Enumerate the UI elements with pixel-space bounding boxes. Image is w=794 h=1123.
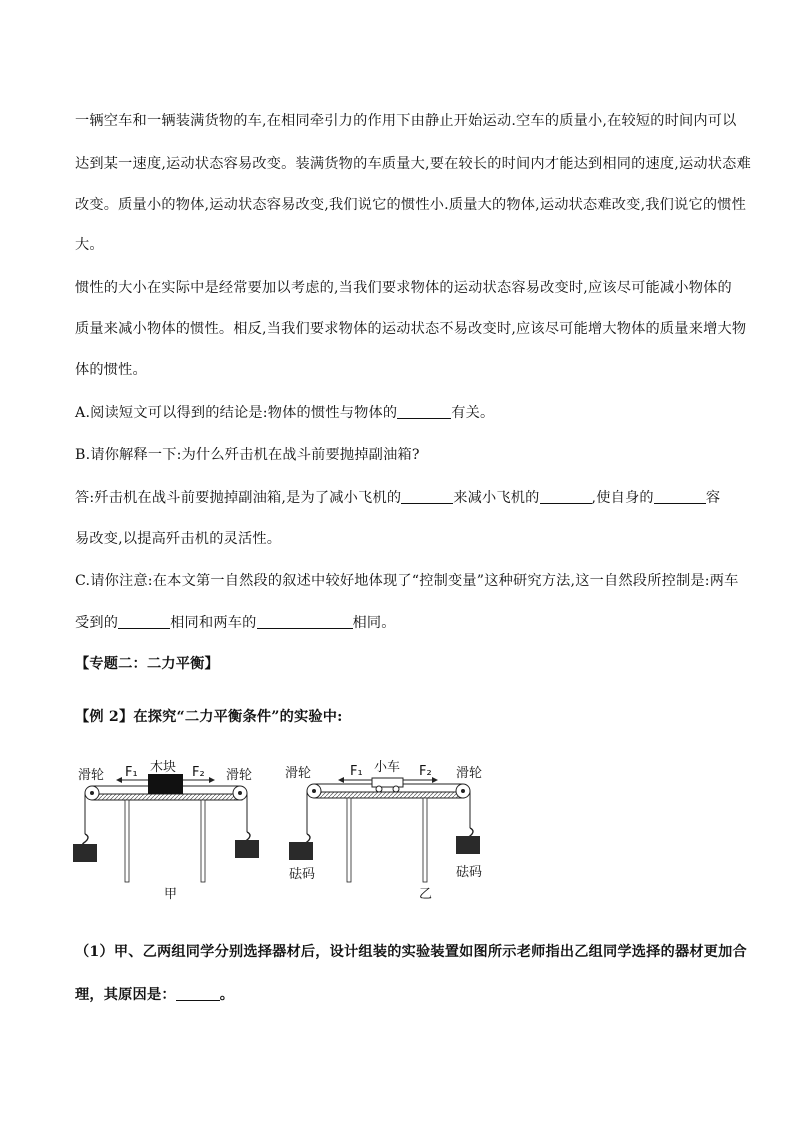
table-leg	[201, 800, 205, 882]
table-leg	[125, 800, 129, 882]
pulley-label: 滑轮	[285, 766, 312, 781]
weight-icon	[73, 844, 97, 862]
weight-label: 砝码	[456, 865, 483, 880]
answer-blank[interactable]	[257, 614, 353, 629]
cart-label: 小车	[374, 760, 401, 775]
question-1-line1: （1）甲、乙两组同学分别选择器材后，设计组装的实验装置如图所示老师指出乙组同学选择的器材更加合	[75, 944, 747, 960]
cart	[372, 778, 403, 787]
answer-blank[interactable]	[654, 489, 706, 504]
table-leg	[423, 798, 427, 882]
paragraph2-line3: 体的惯性。	[75, 362, 147, 378]
wheel-icon	[376, 786, 382, 792]
figure-caption-yi: 乙	[419, 887, 433, 902]
weight-label: 砝码	[289, 867, 316, 882]
wheel-icon	[393, 786, 399, 792]
table-leg	[347, 798, 351, 882]
question-a-text: A.阅读短文可以得到的结论是:物体的惯性与物体的	[75, 405, 398, 421]
example-heading: 【例 2】在探究“二力平衡条件”的实验中:	[75, 709, 343, 725]
question-c-line1: C.请你注意:在本文第一自然段的叙述中较好地体现了“控制变量”这种研究方法,这一自然段所控制是:两车	[75, 573, 739, 589]
question-b: B.请你解释一下:为什么歼击机在战斗前要抛掉副油箱?	[75, 447, 420, 463]
answer-b-text: 容	[705, 490, 721, 506]
answer-blank[interactable]	[176, 986, 220, 1001]
pulley-label: 滑轮	[78, 768, 105, 783]
answer-blank[interactable]	[397, 404, 451, 419]
table-top	[314, 792, 464, 798]
paragraph2-line2: 质量来减小物体的惯性。相反,当我们要求物体的运动状态不易改变时,应该尽可能增大物体的质量来增大物	[75, 321, 747, 337]
answer-b-line2: 易改变,以提高歼击机的灵活性。	[75, 531, 282, 547]
wood-block	[148, 774, 183, 794]
block-label: 木块	[150, 760, 177, 775]
answer-b-text: 来减小飞机的	[453, 490, 540, 506]
paragraph1-line1: 一辆空车和一辆装满货物的车,在相同牵引力的作用下由静止开始运动.空车的质量小,在较短的时间内可以	[75, 113, 737, 129]
question-a-suffix: 有关。	[451, 405, 495, 421]
weight-icon	[235, 840, 259, 858]
question-1-text: 。	[219, 987, 235, 1003]
answer-b-text: ,使自身的	[591, 490, 654, 506]
answer-b-line1	[75, 487, 720, 507]
paragraph1-line2: 达到某一速度,运动状态容易改变。装满货物的车质量大,要在较长的时间内才能达到相同的速度,运动状态难	[75, 156, 751, 172]
force-f1-label: F₁	[350, 764, 363, 779]
question-a	[75, 402, 494, 422]
pulley-label: 滑轮	[456, 766, 483, 781]
paragraph1-line3: 改变。质量小的物体,运动状态容易改变,我们说它的惯性小.质量大的物体,运动状态难改变,我们说它的惯性	[75, 197, 746, 213]
question-c-text: 受到的	[75, 615, 119, 631]
table-top	[92, 794, 242, 800]
answer-blank[interactable]	[540, 489, 592, 504]
question-c-line2	[75, 612, 396, 632]
answer-blank[interactable]	[118, 614, 170, 629]
answer-b-text: 答:歼击机在战斗前要抛掉副油箱,是为了减小飞机的	[75, 490, 402, 506]
setup-jia	[73, 759, 259, 902]
paragraph2-line1: 惯性的大小在实际中是经常要加以考虑的,当我们要求物体的运动状态容易改变时,应该尽可能减小物体的	[75, 280, 732, 296]
force-f2-label: F₂	[192, 765, 205, 780]
force-f1-label: F₁	[125, 765, 138, 780]
question-c-text: 相同和两车的	[170, 615, 257, 631]
answer-blank[interactable]	[401, 489, 453, 504]
question-1-line2	[75, 984, 234, 1004]
paragraph1-line4: 大。	[75, 237, 104, 253]
weight-icon	[289, 842, 313, 860]
question-c-text: 相同。	[352, 615, 396, 631]
setup-yi	[285, 760, 482, 902]
weight-icon	[456, 836, 480, 854]
figure-caption-jia: 甲	[164, 887, 178, 902]
experiment-figure	[70, 752, 490, 904]
question-1-text: 理，其原因是：	[75, 987, 176, 1003]
topic-heading: 【专题二：二力平衡】	[75, 656, 219, 672]
pulley-label: 滑轮	[226, 768, 253, 783]
force-f2-label: F₂	[419, 764, 432, 779]
